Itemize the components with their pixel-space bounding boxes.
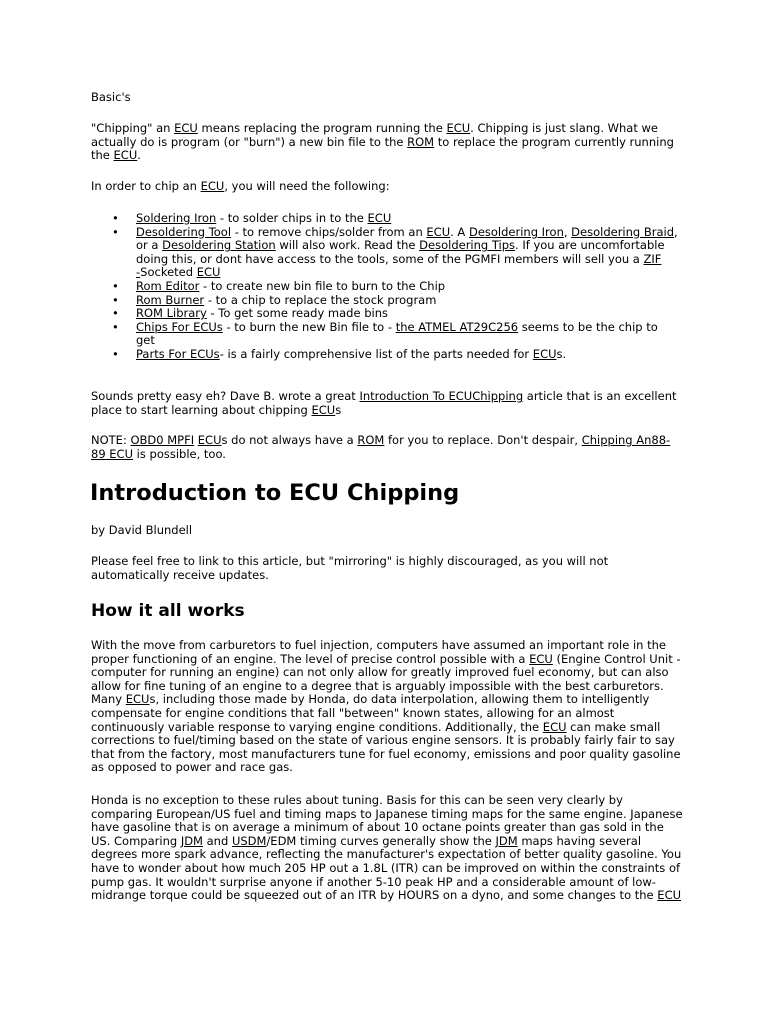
basics-heading: Basic's: [91, 90, 131, 104]
desoldering-tips-link[interactable]: Desoldering Tips: [419, 238, 516, 253]
requirements-list: [91, 212, 681, 362]
intro-paragraph: "Chipping" an ECU means replacing the program running the ECU. Chipping is just slang. What we actually do is program (or "burn") a new bin file to the ROM to replace the program currently running the ECU.: [91, 121, 674, 163]
desoldering-tool-link[interactable]: Desoldering Tool: [136, 224, 232, 239]
bullet-icon: •: [112, 278, 119, 293]
chipping-88-89-ecu-link[interactable]: 89 ECU: [91, 446, 134, 461]
desoldering-braid-link[interactable]: Desoldering Braid: [571, 224, 675, 239]
ecu-link[interactable]: ECU: [174, 121, 198, 135]
zif-socketed-ecu-link[interactable]: -: [136, 265, 141, 280]
ecu-link[interactable]: ECU: [311, 402, 336, 417]
bullet-icon: •: [112, 346, 119, 361]
bullet-icon: •: [112, 319, 119, 334]
ecu-link[interactable]: ECU: [125, 692, 150, 707]
section-heading: How it all works: [91, 601, 245, 621]
jdm-link[interactable]: JDM: [180, 833, 203, 848]
ecu-link[interactable]: ECU: [657, 888, 682, 903]
ecu-link[interactable]: ECU: [529, 651, 553, 666]
chips-for-ecus-link[interactable]: Chips For ECUs: [136, 319, 223, 334]
ecu-link[interactable]: ECU: [532, 346, 557, 361]
body-paragraph-1: With the move from carburetors to fuel injection, computers have assumed an important role in the proper functioning of an engine. The level of precise control possible with a ECU (Engine Control Unit - computer for running an engine) can not only allow for greatly improved fuel economy, but can also allow for fine tuning of an engine to a degree that is arguably impossible with the best carburetors. Many ECUs, including those made by Honda, do data interpolation, allowing them to intelligently compensate for engine conditions that fall "between" known states, allowing for an almost continuously variable response to varying engine conditions. Additionally, the ECU can make small corrections to fuel/timing based on the state of various engine sensors. It is probably fairly fair to say that from the factory, most manufacturers tune for fuel economy, emissions and poor quality gasoline as opposed to power and race gas.: [91, 638, 681, 775]
rom-link[interactable]: ROM: [357, 433, 385, 447]
soldering-iron-link[interactable]: Soldering Iron: [136, 211, 217, 225]
article-title: Introduction to ECU Chipping: [90, 480, 460, 506]
ecu-link[interactable]: ECU: [367, 211, 392, 225]
author-byline: by David Blundell: [91, 523, 193, 537]
ecu-link[interactable]: ECU: [542, 719, 567, 734]
note-paragraph: NOTE: OBD0 MPFI ECUs do not always have a ROM for you to replace. Don't despair, Chipping An88- 89 ECU is possible, too.: [91, 433, 671, 461]
list-item: • Soldering Iron - to solder chips in to the ECU: [112, 211, 392, 225]
chipping-88-89-ecu-link[interactable]: Chipping An88-: [581, 433, 671, 447]
list-item: • ROM Library - To get some ready made bins: [112, 306, 388, 321]
bullet-icon: •: [112, 224, 119, 239]
requirements-intro: In order to chip an ECU, you will need the following:: [91, 179, 390, 193]
list-item: • Rom Burner - to a chip to replace the stock program: [112, 292, 437, 307]
ecu-link[interactable]: ECU: [196, 265, 221, 280]
jdm-link[interactable]: JDM: [495, 833, 518, 848]
usdm-link[interactable]: USDM: [231, 833, 267, 848]
obd0-mpfi-link[interactable]: OBD0 MPFI: [130, 433, 195, 447]
bullet-icon: •: [112, 306, 119, 321]
bullet-icon: •: [112, 211, 119, 225]
atmel-chip-link[interactable]: the ATMEL AT29C256: [395, 319, 519, 334]
sounds-paragraph: Sounds pretty easy eh? Dave B. wrote a great Introduction To ECUChipping article that is an excellent place to start learning about chipping ECUs: [91, 389, 677, 417]
ecu-link[interactable]: ECU: [197, 433, 222, 447]
body-paragraph-2: Honda is no exception to these rules about tuning. Basis for this can be seen very clearly by comparing European/US fuel and timing maps to Japanese timing maps for the same engine. Japanese have gasoline that is on average a minimum of about 10 octane points greater than gas sold in the US. Comparing JDM and USDM/EDM timing curves generally show the JDM maps having several degrees more spark advance, reflecting the manufacturer's expectation of better quality gasoline. You have to wonder about how much 205 HP out a 1.8L (ITR) can be improved on within the constraints of pump gas. It wouldn't surprise anyone if another 5-10 peak HP and a considerable amount of low- midrange torque could be squeezed out of an ITR by HOURS on a dyno, and some changes to the ECU: [91, 793, 683, 903]
rom-burner-link[interactable]: Rom Burner: [136, 292, 205, 307]
desoldering-iron-link[interactable]: Desoldering Iron: [468, 224, 564, 239]
link-note-paragraph: Please feel free to link to this article, but "mirroring" is highly discouraged, as you will not automatically receive updates.: [91, 554, 609, 582]
rom-link[interactable]: ROM: [407, 134, 435, 149]
list-item: • Chips For ECUs - to burn the new Bin file to - the ATMEL AT29C256 seems to be the chip to get: [112, 319, 658, 348]
zif-socketed-ecu-link[interactable]: ZIF: [643, 251, 662, 266]
list-item: • Parts For ECUs- is a fairly comprehensive list of the parts needed for ECUs.: [112, 346, 567, 361]
ecu-link[interactable]: ECU: [426, 224, 451, 239]
rom-library-link[interactable]: ROM Library: [136, 306, 207, 321]
parts-for-ecus-link[interactable]: Parts For ECUs: [136, 346, 220, 361]
list-item: • Desoldering Tool - to remove chips/solder from an ECU. A Desoldering Iron, Desoldering Braid, or a Desoldering Station will also work. Read the Desoldering Tips. If you are uncomfortable doing this, or dont have access to the tools, some of the PGMFI members will sell you a ZIF -Socketed ECU: [112, 224, 678, 280]
ecu-link[interactable]: ECU: [113, 148, 138, 163]
bullet-icon: •: [112, 292, 119, 307]
desoldering-station-link[interactable]: Desoldering Station: [162, 238, 276, 253]
intro-ecu-chipping-link[interactable]: Introduction To ECUChipping: [359, 389, 524, 403]
ecu-link[interactable]: ECU: [200, 179, 225, 193]
rom-editor-link[interactable]: Rom Editor: [136, 278, 200, 293]
list-item: • Rom Editor - to create new bin file to burn to the Chip: [112, 278, 446, 293]
ecu-link[interactable]: ECU: [446, 121, 471, 135]
